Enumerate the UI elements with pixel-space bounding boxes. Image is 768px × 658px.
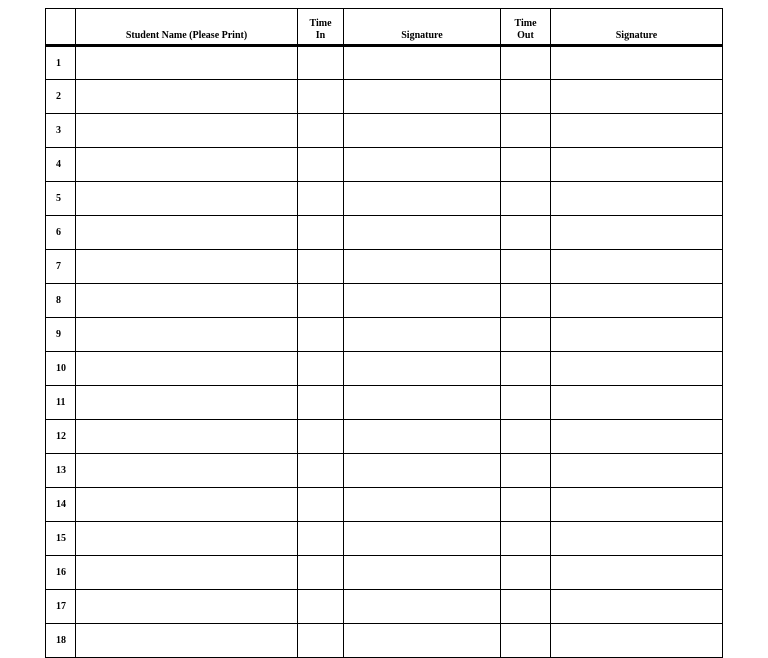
row-number-cell: 2 bbox=[46, 80, 76, 114]
row-number-cell: 7 bbox=[46, 250, 76, 284]
signature-out-cell[interactable] bbox=[551, 216, 723, 250]
row-number-cell: 6 bbox=[46, 216, 76, 250]
signature-out-cell[interactable] bbox=[551, 46, 723, 80]
time-in-cell[interactable] bbox=[298, 114, 344, 148]
time-in-header-text bbox=[309, 18, 331, 42]
signature-in-cell[interactable] bbox=[344, 488, 501, 522]
time-out-cell[interactable] bbox=[501, 420, 551, 454]
time-out-cell[interactable] bbox=[501, 318, 551, 352]
table-row bbox=[46, 284, 723, 318]
student-name-cell[interactable] bbox=[76, 624, 298, 658]
row-number-cell: 1 bbox=[46, 46, 76, 80]
table-row bbox=[46, 556, 723, 590]
signature-out-cell[interactable] bbox=[551, 318, 723, 352]
time-in-cell[interactable] bbox=[298, 80, 344, 114]
time-out-cell[interactable] bbox=[501, 284, 551, 318]
time-out-cell[interactable] bbox=[501, 250, 551, 284]
time-out-header-line2: Out bbox=[517, 30, 534, 41]
signature-in-cell[interactable] bbox=[344, 624, 501, 658]
time-out-header-line1: Time bbox=[514, 18, 537, 29]
signature-in-cell[interactable] bbox=[344, 250, 501, 284]
time-in-cell[interactable] bbox=[298, 148, 344, 182]
signature-in-cell[interactable] bbox=[344, 590, 501, 624]
signature-in-cell[interactable] bbox=[344, 420, 501, 454]
time-in-cell[interactable] bbox=[298, 488, 344, 522]
time-out-cell[interactable] bbox=[501, 80, 551, 114]
row-number-cell: 17 bbox=[46, 590, 76, 624]
student-name-cell[interactable] bbox=[76, 250, 298, 284]
student-name-cell[interactable] bbox=[76, 216, 298, 250]
table-header-row bbox=[46, 9, 723, 46]
time-in-cell[interactable] bbox=[298, 284, 344, 318]
student-name-cell[interactable] bbox=[76, 352, 298, 386]
sign-in-sheet bbox=[45, 8, 723, 658]
row-number-cell: 15 bbox=[46, 522, 76, 556]
signature-out-cell[interactable] bbox=[551, 522, 723, 556]
time-out-cell[interactable] bbox=[501, 522, 551, 556]
row-number-cell: 3 bbox=[46, 114, 76, 148]
student-name-header: Student Name (Please Print) bbox=[76, 9, 298, 46]
time-out-cell[interactable] bbox=[501, 216, 551, 250]
time-out-cell[interactable] bbox=[501, 454, 551, 488]
student-name-cell[interactable] bbox=[76, 148, 298, 182]
signature-out-cell[interactable] bbox=[551, 284, 723, 318]
time-in-header-line2: In bbox=[315, 30, 326, 41]
row-number-cell: 16 bbox=[46, 556, 76, 590]
table-body bbox=[46, 46, 723, 658]
time-in-cell[interactable] bbox=[298, 182, 344, 216]
row-number-cell: 5 bbox=[46, 182, 76, 216]
signature-out-cell[interactable] bbox=[551, 80, 723, 114]
signature-in-header: Signature bbox=[344, 9, 501, 46]
student-name-cell[interactable] bbox=[76, 80, 298, 114]
signature-in-cell[interactable] bbox=[344, 46, 501, 80]
time-out-cell[interactable] bbox=[501, 556, 551, 590]
row-number-cell: 11 bbox=[46, 386, 76, 420]
student-name-cell[interactable] bbox=[76, 386, 298, 420]
table-row bbox=[46, 522, 723, 556]
table-row bbox=[46, 182, 723, 216]
signature-out-cell[interactable] bbox=[551, 250, 723, 284]
signature-out-cell[interactable] bbox=[551, 182, 723, 216]
row-number-cell: 10 bbox=[46, 352, 76, 386]
table-row bbox=[46, 488, 723, 522]
signature-in-cell[interactable] bbox=[344, 148, 501, 182]
signature-out-cell[interactable] bbox=[551, 624, 723, 658]
time-in-cell[interactable] bbox=[298, 352, 344, 386]
time-in-cell[interactable] bbox=[298, 556, 344, 590]
time-out-cell[interactable] bbox=[501, 624, 551, 658]
table-row bbox=[46, 148, 723, 182]
table-row bbox=[46, 80, 723, 114]
time-out-cell[interactable] bbox=[501, 352, 551, 386]
row-number-cell: 4 bbox=[46, 148, 76, 182]
student-name-cell[interactable] bbox=[76, 590, 298, 624]
time-out-cell[interactable] bbox=[501, 46, 551, 80]
row-number-cell: 12 bbox=[46, 420, 76, 454]
signature-in-cell[interactable] bbox=[344, 386, 501, 420]
signature-out-cell[interactable] bbox=[551, 488, 723, 522]
signature-out-cell[interactable] bbox=[551, 454, 723, 488]
time-out-header bbox=[501, 9, 551, 46]
signature-out-header: Signature bbox=[551, 9, 723, 46]
signature-in-cell[interactable] bbox=[344, 352, 501, 386]
time-out-cell[interactable] bbox=[501, 114, 551, 148]
signature-in-cell[interactable] bbox=[344, 114, 501, 148]
time-in-cell[interactable] bbox=[298, 624, 344, 658]
row-number-cell: 18 bbox=[46, 624, 76, 658]
row-number-cell: 13 bbox=[46, 454, 76, 488]
student-name-cell[interactable] bbox=[76, 488, 298, 522]
student-name-cell[interactable] bbox=[76, 454, 298, 488]
signature-in-cell[interactable] bbox=[344, 284, 501, 318]
signature-out-cell[interactable] bbox=[551, 114, 723, 148]
time-in-cell[interactable] bbox=[298, 46, 344, 80]
time-in-cell[interactable] bbox=[298, 216, 344, 250]
signature-in-cell[interactable] bbox=[344, 522, 501, 556]
signature-out-cell[interactable] bbox=[551, 590, 723, 624]
time-in-cell[interactable] bbox=[298, 420, 344, 454]
signature-in-cell[interactable] bbox=[344, 80, 501, 114]
row-number-cell: 9 bbox=[46, 318, 76, 352]
table-row bbox=[46, 454, 723, 488]
student-name-cell[interactable] bbox=[76, 114, 298, 148]
time-in-cell[interactable] bbox=[298, 522, 344, 556]
student-name-cell[interactable] bbox=[76, 46, 298, 80]
table-row bbox=[46, 318, 723, 352]
time-in-cell[interactable] bbox=[298, 250, 344, 284]
row-number-cell: 8 bbox=[46, 284, 76, 318]
student-name-cell[interactable] bbox=[76, 318, 298, 352]
signature-in-cell[interactable] bbox=[344, 318, 501, 352]
table-row bbox=[46, 352, 723, 386]
signature-out-cell[interactable] bbox=[551, 148, 723, 182]
table-row bbox=[46, 216, 723, 250]
time-out-cell[interactable] bbox=[501, 182, 551, 216]
student-name-cell[interactable] bbox=[76, 556, 298, 590]
signature-out-cell[interactable] bbox=[551, 386, 723, 420]
attendance-table bbox=[45, 8, 723, 658]
signature-out-cell[interactable] bbox=[551, 556, 723, 590]
row-number-cell: 14 bbox=[46, 488, 76, 522]
time-in-cell[interactable] bbox=[298, 454, 344, 488]
signature-in-cell[interactable] bbox=[344, 556, 501, 590]
signature-in-cell[interactable] bbox=[344, 182, 501, 216]
student-name-cell[interactable] bbox=[76, 420, 298, 454]
signature-out-cell[interactable] bbox=[551, 420, 723, 454]
student-name-cell[interactable] bbox=[76, 522, 298, 556]
time-out-cell[interactable] bbox=[501, 590, 551, 624]
table-row bbox=[46, 250, 723, 284]
table-row bbox=[46, 420, 723, 454]
student-name-cell[interactable] bbox=[76, 284, 298, 318]
time-in-cell[interactable] bbox=[298, 318, 344, 352]
time-in-header bbox=[298, 9, 344, 46]
time-in-cell[interactable] bbox=[298, 590, 344, 624]
time-out-cell[interactable] bbox=[501, 488, 551, 522]
table-row bbox=[46, 590, 723, 624]
table-row bbox=[46, 46, 723, 80]
signature-in-cell[interactable] bbox=[344, 216, 501, 250]
time-out-header-text bbox=[514, 18, 536, 42]
time-in-cell[interactable] bbox=[298, 386, 344, 420]
table-row bbox=[46, 114, 723, 148]
time-out-cell[interactable] bbox=[501, 148, 551, 182]
table-row bbox=[46, 624, 723, 658]
table-row bbox=[46, 386, 723, 420]
signature-in-cell[interactable] bbox=[344, 454, 501, 488]
time-in-header-line1: Time bbox=[309, 18, 332, 29]
student-name-cell[interactable] bbox=[76, 182, 298, 216]
row-number-header bbox=[46, 9, 76, 46]
time-out-cell[interactable] bbox=[501, 386, 551, 420]
signature-out-cell[interactable] bbox=[551, 352, 723, 386]
